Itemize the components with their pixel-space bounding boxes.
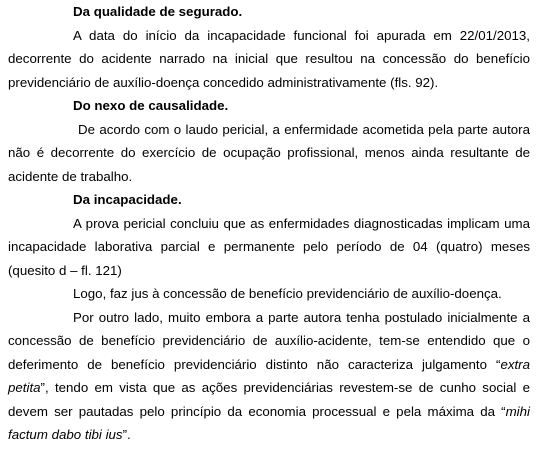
section-heading-qualidade-segurado: Da qualidade de segurado. [73, 4, 243, 19]
document-body [8, 0, 530, 447]
paragraph-prova-pericial: A prova pericial concluiu que as enfermidades diagnosticadas implicam uma incapacidade laborativa parcial e permanente pelo período de 04 (quatro) meses (quesito d – fl. 121) [8, 215, 530, 278]
paragraph-faz-jus: Logo, faz jus à concessão de benefício previdenciário de auxílio-doença. [73, 286, 502, 301]
paragraph-laudo-pericial: De acordo com o laudo pericial, a enfermidade acometida pela parte autora não é decorrente do exercício de ocupação profissional, menos ainda resultante de acidente de trabalho. [8, 121, 530, 184]
closing-text-part-3: ”. [122, 427, 131, 442]
section-heading-incapacidade: Da incapacidade. [73, 192, 182, 207]
closing-italic-maxim: mihi factum dabo tibi ius [8, 403, 530, 442]
paragraph-data-incapacidade: A data do início da incapacidade funcional foi apurada em 22/01/2013, decorrente do acidente narrado na inicial que resultou na concessão do benefício previdenciário de auxílio-doença concedido administrativamente (fls. 92). [8, 27, 530, 90]
closing-italic-extra-petita: extra petita [8, 356, 530, 395]
closing-text-part-2: ”, tendo em vista que as ações previdenciárias revestem-se de cunho social e devem ser pautadas pelo princípio da economia processual e pela máxima da “ [8, 380, 530, 419]
paragraph-por-outro-lado [8, 306, 530, 447]
section-heading-nexo-causalidade: Do nexo de causalidade. [73, 98, 229, 113]
closing-text-part-1: Por outro lado, muito embora a parte autora tenha postulado inicialmente a concessão de benefício previdenciário de auxílio-acidente, tem-se entendido que o deferimento de benefício previdenciário distinto não caracteriza julgamento “ [8, 309, 530, 372]
